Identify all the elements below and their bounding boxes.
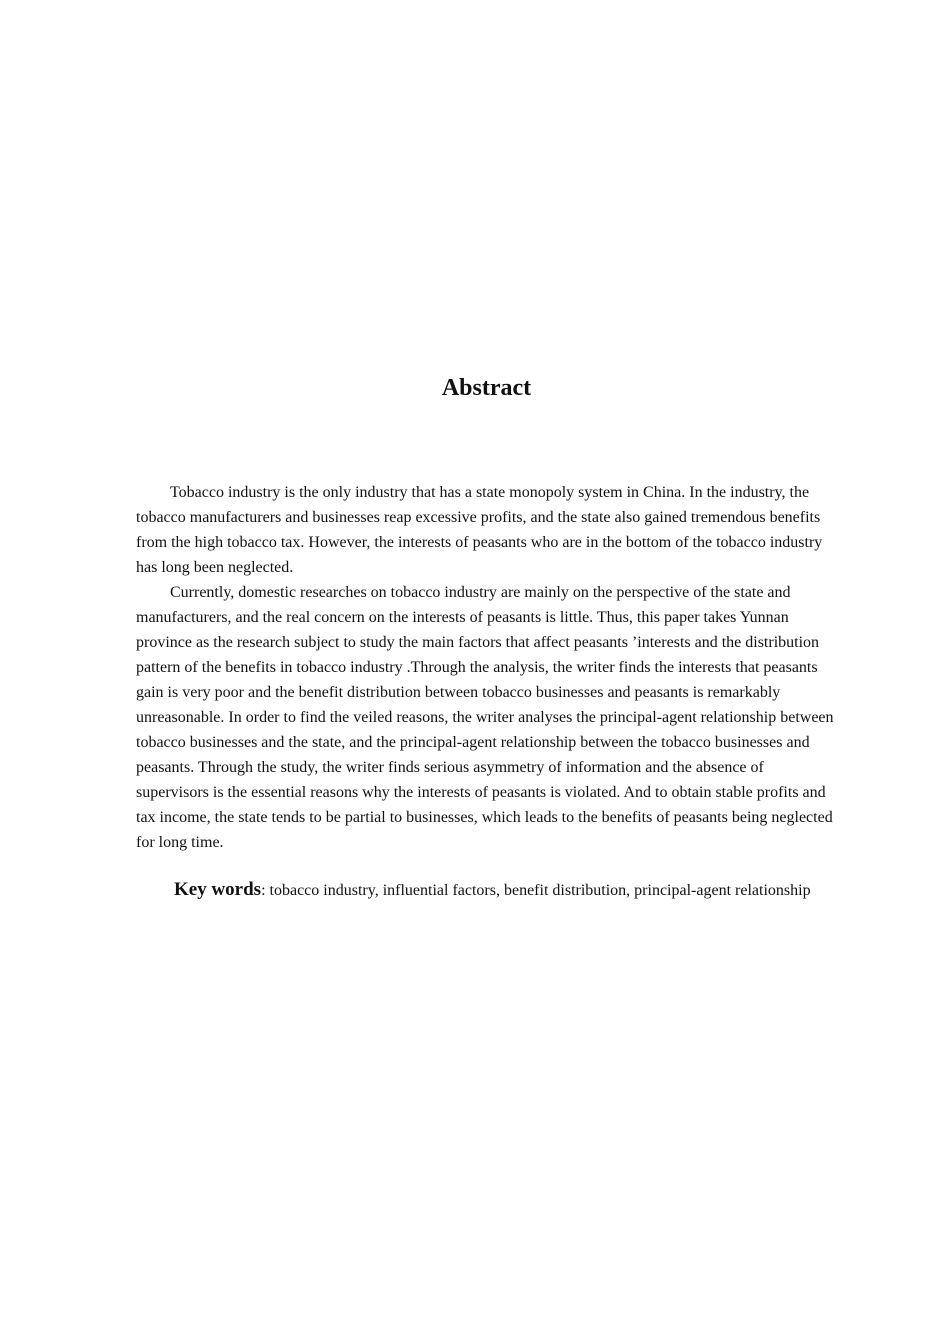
abstract-paragraph-1: Tobacco industry is the only industry that has a state monopoly system in China. In the industry, the tobacco manufacturers and businesses reap excessive profits, and the state also gained tremendous benefits from the high tobacco tax. However, the interests of peasants who are in the bottom of the tobacco industry has long been neglected. (136, 484, 823, 576)
keywords-text: tobacco industry, influential factors, benefit distribution, principal-agent relationship (269, 882, 811, 899)
abstract-paragraph-2: Currently, domestic researches on tobacco industry are mainly on the perspective of the state and manufacturers, and the real concern on the interests of peasants is little. Thus, this paper takes Yunnan province as the research subject to study the main factors that affect peasants ’interests and the distribution pattern of the benefits in tobacco industry .Through the analysis, the writer finds the interests that peasants gain is very poor and the benefit distribution between tobacco businesses and peasants is remarkably unreasonable. In order to find the veiled reasons, the writer analyses the principal-agent relationship between tobacco businesses and the state, and the principal-agent relationship between the tobacco businesses and peasants. Through the study, the writer finds serious asymmetry of information and the absence of supervisors is the essential reasons why the interests of peasants is violated. And to obtain stable profits and tax income, the state tends to be partial to businesses, which leads to the benefits of peasants being neglected for long time. (136, 584, 834, 851)
abstract-title: Abstract (441, 375, 532, 401)
keywords-line (136, 877, 816, 903)
keywords-label: Key words (174, 879, 262, 900)
abstract-body (136, 480, 836, 855)
keywords-separator: : (261, 882, 270, 899)
